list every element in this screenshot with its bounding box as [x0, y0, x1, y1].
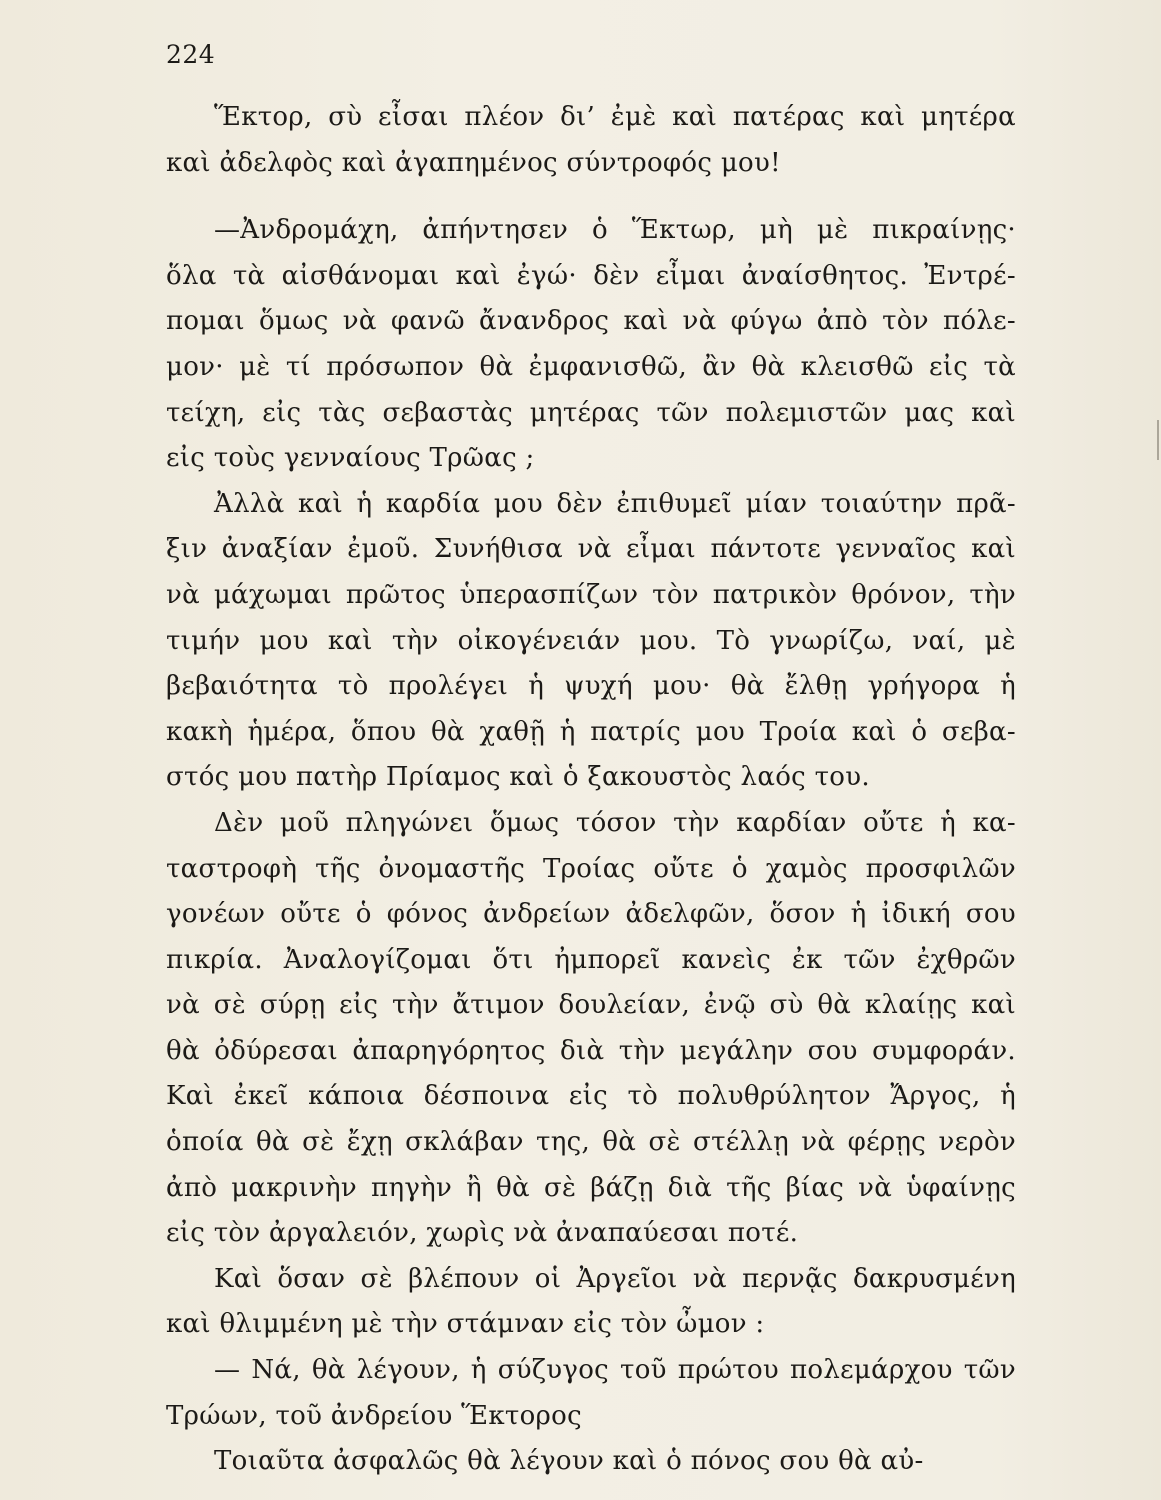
text-line: μον· μὲ τί πρόσωπον θὰ ἐμφανισθῶ, ἂν θὰ κλεισθῶ εἰς τὰ: [166, 351, 1016, 382]
paragraph-4: [166, 801, 1016, 1257]
body-text: [166, 95, 1016, 1485]
text-line: Καὶ ἐκεῖ κάποια δέσποινα εἰς τὸ πολυθρύλητον Ἄργος, ἡ: [166, 1081, 1016, 1112]
text-line: Καὶ ὅσαν σὲ βλέπουν οἱ Ἀργεῖοι νὰ περνᾷς δακρυσμένη: [214, 1263, 1016, 1294]
paragraph-1: [166, 95, 1016, 186]
text-line: — Νά, θὰ λέγουν, ἡ σύζυγος τοῦ πρώτου πολεμάρχου τῶν: [214, 1355, 1016, 1386]
text-line: Ἀλλὰ καὶ ἡ καρδία μου δὲν ἐπιθυμεῖ μίαν τοιαύτην πρᾶ-: [214, 488, 1016, 519]
text-line: Ἕκτορ, σὺ εἶσαι πλέον δι’ ἐμὲ καὶ πατέρας καὶ μητέρα: [214, 102, 1016, 132]
text-line: Τοιαῦτα ἀσφαλῶς θὰ λέγουν καὶ ὁ πόνος σου θὰ αὐ-: [214, 1446, 924, 1477]
text-line: νὰ σὲ σύρῃ εἰς τὴν ἄτιμον δουλείαν, ἐνῷ σὺ θὰ κλαίῃς καὶ: [166, 990, 1016, 1021]
text-line: γονέων οὔτε ὁ φόνος ἀνδρείων ἀδελφῶν, ὅσον ἡ ἰδική σου: [166, 899, 1016, 930]
text-line: εἰς τοὺς γενναίους Τρῶας ;: [166, 443, 535, 474]
paragraph-7: [166, 1439, 1016, 1485]
text-line: Δὲν μοῦ πληγώνει ὅμως τόσον τὴν καρδίαν οὔτε ἡ κα-: [214, 807, 1016, 838]
text-line: θὰ ὀδύρεσαι ἀπαρηγόρητος διὰ τὴν μεγάλην σου συμφοράν.: [166, 1035, 1016, 1066]
text-line: καὶ θλιμμένη μὲ τὴν στάμναν εἰς τὸν ὦμον :: [166, 1309, 765, 1340]
paragraph-6: [166, 1348, 1016, 1439]
text-line: τείχη, εἰς τὰς σεβαστὰς μητέρας τῶν πολεμιστῶν μας καὶ: [166, 397, 1016, 428]
text-line: καὶ ἀδελφὸς καὶ ἀγαπημένος σύντροφός μου!: [166, 147, 781, 178]
page-edge-shadow: [1157, 420, 1159, 460]
text-line: εἰς τὸν ἀργαλειόν, χωρὶς νὰ ἀναπαύεσαι ποτέ.: [166, 1218, 799, 1249]
text-line: πικρία. Ἀναλογίζομαι ὅτι ἠμπορεῖ κανεὶς ἐκ τῶν ἐχθρῶν: [166, 944, 1016, 975]
text-line: ὅλα τὰ αἰσθάνομαι καὶ ἐγώ· δὲν εἶμαι ἀναίσθητος. Ἐντρέ-: [166, 260, 1016, 291]
text-line: Τρώων, τοῦ ἀνδρείου Ἕκτορος: [166, 1400, 582, 1431]
text-line: κακὴ ἡμέρα, ὅπου θὰ χαθῇ ἡ πατρίς μου Τροία καὶ ὁ σεβα-: [166, 716, 1016, 747]
text-line: πομαι ὅμως νὰ φανῶ ἄνανδρος καὶ νὰ φύγω ἀπὸ τὸν πόλε-: [166, 306, 1016, 337]
text-line: ξιν ἀναξίαν ἐμοῦ. Συνήθισα νὰ εἶμαι πάντοτε γενναῖος καὶ: [166, 534, 1016, 565]
text-line: τιμήν μου καὶ τὴν οἰκογένειάν μου. Τὸ γνωρίζω, ναί, μὲ: [166, 625, 1016, 656]
text-line: —Ἀνδρομάχη, ἀπήντησεν ὁ Ἕκτωρ, μὴ μὲ πικραίνῃς·: [214, 215, 1016, 246]
text-line: νὰ μάχωμαι πρῶτος ὑπερασπίζων τὸν πατρικὸν θρόνον, τὴν: [166, 579, 1016, 610]
text-line: ἀπὸ μακρινὴν πηγὴν ἢ θὰ σὲ βάζῃ διὰ τῆς βίας νὰ ὑφαίνῃς: [166, 1172, 1016, 1203]
paragraph-2: [166, 208, 1016, 482]
page-number: 224: [166, 40, 216, 69]
text-line: βεβαιότητα τὸ προλέγει ἡ ψυχή μου· θὰ ἔλθῃ γρήγορα ἡ: [166, 671, 1016, 702]
paragraph-5: [166, 1257, 1016, 1348]
text-line: ταστροφὴ τῆς ὀνομαστῆς Τροίας οὔτε ὁ χαμὸς προσφιλῶν: [166, 853, 1016, 884]
text-line: στός μου πατὴρ Πρίαμος καὶ ὁ ξακουστὸς λαός του.: [166, 762, 870, 793]
paragraph-3: [166, 482, 1016, 801]
text-line: ὁποία θὰ σὲ ἔχῃ σκλάβαν της, θὰ σὲ στέλλῃ νὰ φέρῃς νερὸν: [166, 1127, 1016, 1158]
